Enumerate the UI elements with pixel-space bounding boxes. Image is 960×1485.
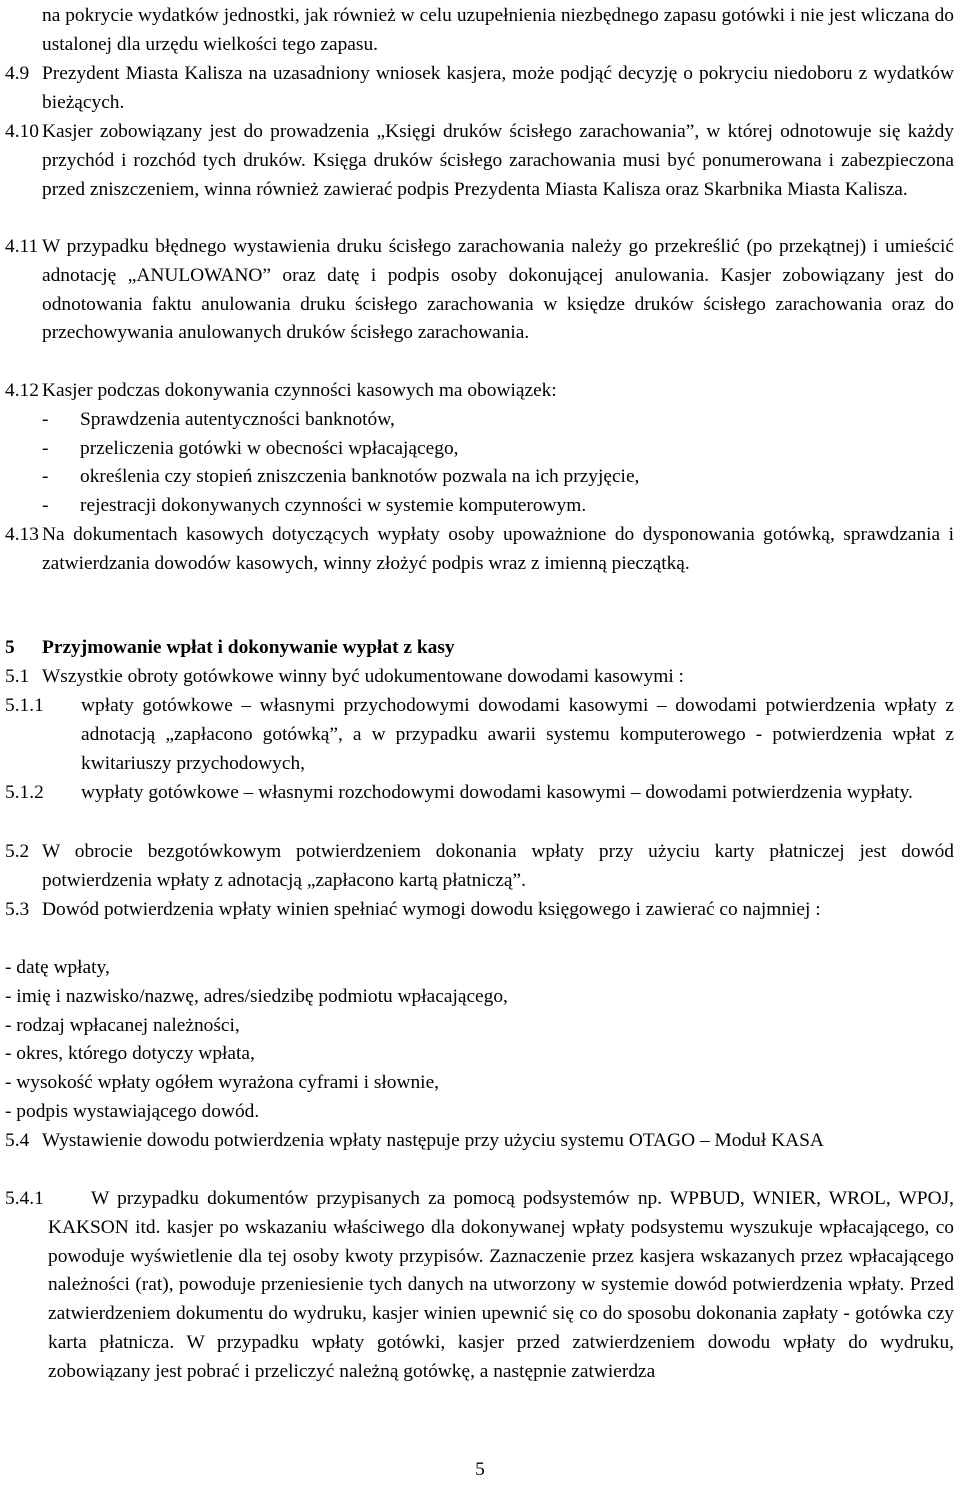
section-text: wypłaty gotówkowe – własnymi rozchodowymi dowodami kasowymi – dowodami potwierdzenia wypłaty. — [81, 782, 913, 803]
section-number: 4.10 — [5, 121, 39, 142]
section-5-1 — [5, 663, 954, 692]
section-number: 4.9 — [5, 63, 30, 84]
section-5-4-1 — [5, 1185, 954, 1387]
section-title: Przyjmowanie wpłat i dokonywanie wypłat z kasy — [42, 637, 455, 658]
section-text: W przypadku błędnego wystawienia druku ścisłego zarachowania należy go przekreślić (po przekątnej) i umieścić adnotację „ANULOWANO” oraz datę i podpis osoby dokonującej anulowania. Kasjer zobowiązany jest do odnotowania faktu anulowania druku ścisłego zarachowania w księdze druków ścisłego zarachowania oraz do przechowywania anulowanych druków ścisłego zarachowania. — [42, 236, 954, 344]
list-item: - określenia czy stopień zniszczenia banknotów pozwala na ich przyjęcie, — [42, 466, 640, 488]
section-5-heading — [5, 634, 455, 663]
list-item: - okres, którego dotyczy wpłata, — [5, 1043, 255, 1065]
obligations-list — [42, 406, 954, 521]
section-number: 5.4 — [5, 1130, 30, 1151]
section-number: 5.3 — [5, 899, 30, 920]
section-text: Kasjer podczas dokonywania czynności kasowych ma obowiązek: — [42, 380, 557, 401]
section-number: 4.11 — [5, 236, 39, 257]
section-5-3 — [5, 896, 954, 925]
section-text: Na dokumentach kasowych dotyczących wypłaty osoby upoważnione do dysponowania gotówką, sprawdzania i zatwierdzania dowodów kasowych, winny złożyć podpis wraz z imienną pieczątką. — [42, 524, 954, 574]
list-item: - Sprawdzenia autentyczności banknotów, — [42, 408, 395, 430]
section-text: Kasjer zobowiązany jest do prowadzenia „Księgi druków ścisłego zarachowania”, w której odnotowuje się każdy przychód i rozchód tych druków. Księga druków ścisłego zarachowania musi być ponumerowana i zabezpieczona przed zniszczeniem, winna również zawierać podpis Prezydenta Miasta Kalisza oraz Skarbnika Miasta Kalisza. — [42, 121, 954, 200]
list-item: - datę wpłaty, — [5, 957, 110, 978]
section-text: wpłaty gotówkowe – własnymi przychodowymi dowodami kasowymi – dowodami potwierdzenia wpłaty z adnotacją „zapłacono gotówką”, a w przypadku awarii systemu komputerowego - potwierdzenia wpłat z kwitariuszy przychodowych, — [81, 695, 954, 774]
section-5-2 — [5, 838, 954, 896]
lead-paragraph — [42, 2, 954, 60]
section-text: W przypadku dokumentów przypisanych za pomocą podsystemów np. WPBUD, WNIER, WROL, WPOJ, KAKSON itd. kasjer po wskazaniu właściwego dla dokonywanej wpłaty podsystemu wyszukuje wpłacającego, co powoduje wyświetlenie dla tej osoby kwoty przypisów. Zaznaczenie przez kasjera wskazanych przez wpłacającego należności (rat), powoduje przeniesienie tych danych na utworzony w systemie dowód potwierdzenia wpłaty. Przed zatwierdzeniem dokumentu do wydruku, kasjer winien upewnić się co do sposobu dokonania zapłaty - gotówka czy karta płatnicza. W przypadku wpłaty gotówki, kasjer przed zatwierdzeniem dowodu wpłaty do wydruku, zobowiązany jest pobrać i przeliczyć należną gotówkę, a następnie zatwierdza — [48, 1188, 954, 1382]
section-4-12 — [5, 377, 954, 521]
section-number: 5.1.2 — [5, 782, 44, 803]
section-text: Wystawienie dowodu potwierdzenia wpłaty następuje przy użyciu systemu OTAGO – Moduł KASA — [42, 1130, 824, 1151]
section-text: Wszystkie obroty gotówkowe winny być udokumentowane dowodami kasowymi : — [42, 666, 684, 687]
section-text: Prezydent Miasta Kalisza na uzasadniony wniosek kasjera, może podjąć decyzję o pokryciu niedoboru z wydatków bieżących. — [42, 63, 954, 113]
section-4-11 — [5, 233, 954, 348]
section-number: 5.1 — [5, 666, 30, 687]
section-text: W obrocie bezgotówkowym potwierdzeniem dokonania wpłaty przy użyciu karty płatniczej jest dowód potwierdzenia wpłaty z adnotacją „zapłacono kartą płatniczą”. — [42, 841, 954, 891]
list-item: - wysokość wpłaty ogółem wyrażona cyframi i słownie, — [5, 1072, 440, 1094]
section-5-1-2 — [5, 779, 954, 808]
section-4-13 — [5, 521, 954, 579]
lead-text: na pokrycie wydatków jednostki, jak również w celu uzupełnienia niezbędnego zapasu gotówki i nie jest wliczana do ustalonej dla urzędu wielkości tego zapasu. — [42, 5, 954, 55]
list-item: - podpis wystawiającego dowód. — [5, 1100, 260, 1122]
section-text: Dowód potwierdzenia wpłaty winien spełniać wymogi dowodu księgowego i zawierać co najmniej : — [42, 899, 821, 920]
section-4-10 — [5, 118, 954, 204]
section-4-9 — [5, 60, 954, 118]
section-number: 4.12 — [5, 380, 39, 401]
page-number: 5 — [475, 1459, 485, 1480]
list-item: - rejestracji dokonywanych czynności w systemie komputerowym. — [42, 495, 587, 517]
section-number: 5 — [5, 637, 15, 658]
section-5-4 — [5, 1127, 954, 1156]
list-item: - imię i nazwisko/nazwę, adres/siedzibę podmiotu wpłacającego, — [5, 985, 508, 1007]
required-fields-list — [5, 954, 954, 1127]
section-5-1-1 — [5, 692, 954, 778]
list-item: - przeliczenia gotówki w obecności wpłacającego, — [42, 437, 459, 459]
section-number: 5.2 — [5, 841, 30, 862]
section-number: 5.4.1 — [5, 1188, 44, 1209]
section-number: 5.1.1 — [5, 695, 44, 716]
list-item: - rodzaj wpłacanej należności, — [5, 1014, 240, 1036]
section-number: 4.13 — [5, 524, 39, 545]
